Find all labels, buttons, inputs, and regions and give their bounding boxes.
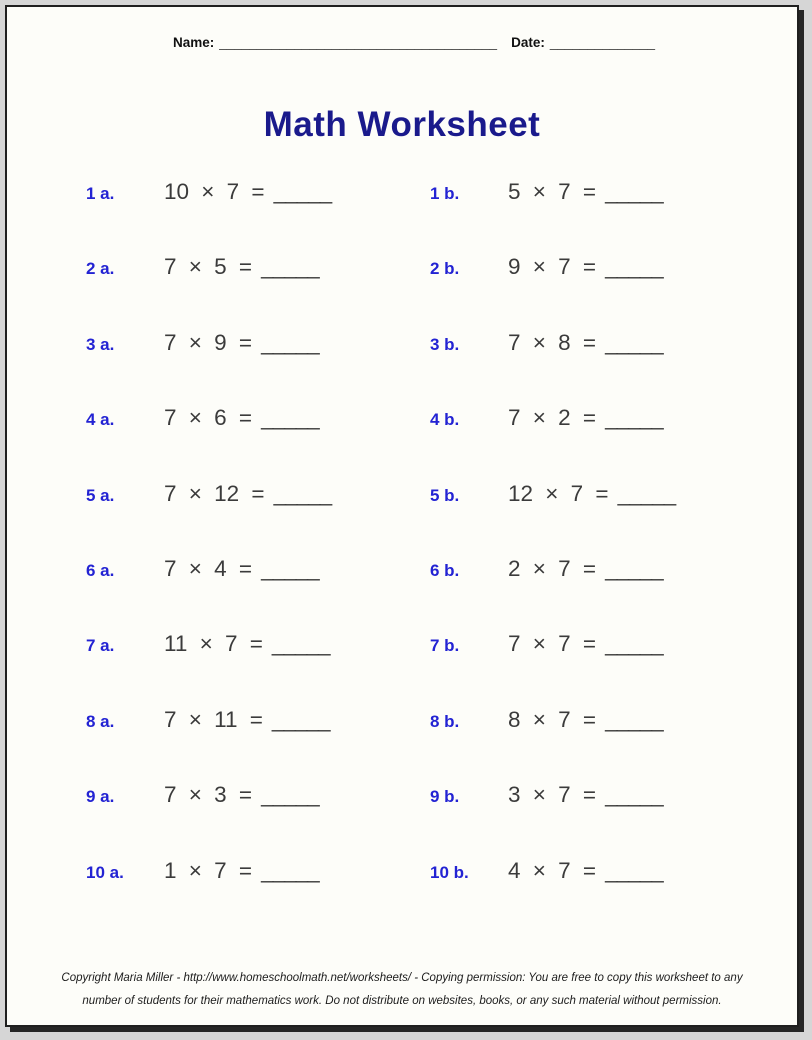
problem-expression-7b: 7 × 7 = — [508, 631, 597, 657]
problem-expression-10a: 1 × 7 = — [164, 857, 253, 883]
problem-number-8b: 8 b. — [430, 711, 460, 731]
problem-expression-10b: 4 × 7 = — [508, 857, 597, 883]
problem-8b — [430, 707, 797, 733]
answer-blank-2b: _____ — [605, 254, 663, 280]
problem-row-8 — [7, 707, 797, 782]
problem-number-7b: 7 b. — [430, 636, 460, 656]
problem-number-4a: 4 a. — [86, 410, 115, 430]
problem-expression-1b: 5 × 7 = — [508, 179, 597, 204]
problem-expression-7a: 11 × 7 = — [164, 631, 263, 657]
problem-2a — [86, 254, 430, 280]
date-label: Date: — [511, 35, 545, 50]
problem-number-4b: 4 b. — [430, 410, 460, 430]
answer-blank-9b: _____ — [605, 782, 663, 808]
problem-expression-6b: 2 × 7 = — [508, 555, 597, 581]
problem-number-6b: 6 b. — [430, 560, 460, 580]
problem-expression-8a: 7 × 11 = — [164, 706, 263, 732]
problem-number-3a: 3 a. — [86, 334, 115, 354]
problem-number-10a: 10 a. — [86, 862, 124, 882]
problem-10a — [86, 858, 430, 884]
problem-expression-5b: 12 × 7 = — [508, 480, 609, 506]
problem-row-2 — [7, 254, 797, 329]
problem-expression-9a: 7 × 3 = — [164, 782, 253, 808]
problem-9a — [86, 782, 430, 808]
problem-7b — [430, 631, 797, 657]
problem-expression-5a: 7 × 12 = — [164, 480, 265, 506]
problem-expression-6a: 7 × 4 = — [164, 555, 253, 581]
answer-blank-3b: _____ — [605, 329, 663, 355]
problem-expression-4b: 7 × 2 = — [508, 405, 597, 431]
problem-2b — [430, 254, 797, 280]
problem-expression-3a: 7 × 9 = — [164, 329, 253, 355]
answer-blank-7a: _____ — [271, 631, 330, 657]
problem-row-3 — [7, 330, 797, 405]
date-fill-line: ______________ — [549, 35, 655, 50]
problem-number-1b: 1 b. — [430, 184, 460, 203]
problem-row-7 — [7, 631, 797, 706]
problem-expression-3b: 7 × 8 = — [508, 329, 597, 355]
answer-blank-5b: _____ — [617, 480, 676, 506]
problem-number-7a: 7 a. — [86, 636, 115, 656]
page-title: Math Worksheet — [263, 105, 541, 144]
problem-row-1 — [7, 179, 797, 254]
problem-number-8a: 8 a. — [86, 711, 115, 731]
problem-expression-4a: 7 × 6 = — [164, 405, 253, 431]
problem-5a — [86, 481, 430, 507]
problem-1b — [430, 179, 797, 205]
problem-number-2a: 2 a. — [86, 259, 115, 279]
problem-5b — [430, 481, 797, 507]
answer-blank-4b: _____ — [605, 405, 663, 431]
problem-number-2b: 2 b. — [430, 259, 460, 279]
answer-blank-6b: _____ — [605, 555, 663, 581]
answer-blank-8b: _____ — [605, 706, 663, 732]
problems-grid — [7, 179, 797, 933]
problem-number-1a: 1 a. — [86, 184, 115, 203]
answer-blank-9a: _____ — [261, 782, 319, 808]
problem-1a — [86, 179, 430, 205]
answer-blank-3a: _____ — [261, 329, 319, 355]
problem-expression-1a: 10 × 7 = — [164, 179, 265, 204]
problem-9b — [430, 782, 797, 808]
problem-number-6a: 6 a. — [86, 560, 115, 580]
answer-blank-2a: _____ — [261, 254, 319, 280]
problem-number-5b: 5 b. — [430, 485, 460, 505]
problem-4a — [86, 405, 430, 431]
problem-number-5a: 5 a. — [86, 485, 115, 505]
answer-blank-1b: _____ — [605, 179, 663, 204]
problem-6a — [86, 556, 430, 582]
problem-3b — [430, 330, 797, 356]
problem-8a — [86, 707, 430, 733]
problem-10b — [430, 858, 797, 884]
problem-7a — [86, 631, 430, 657]
worksheet-page — [5, 5, 799, 1027]
problem-row-10 — [7, 858, 797, 933]
problem-expression-2b: 9 × 7 = — [508, 254, 597, 280]
problem-number-9b: 9 b. — [430, 787, 460, 807]
answer-blank-10a: _____ — [261, 857, 319, 883]
problem-expression-2a: 7 × 5 = — [164, 254, 253, 280]
name-fill-line: _____________________________________ — [219, 35, 498, 50]
problem-row-9 — [7, 782, 797, 857]
problem-expression-8b: 8 × 7 = — [508, 706, 597, 732]
problem-number-3b: 3 b. — [430, 334, 460, 354]
answer-blank-1a: _____ — [273, 179, 332, 204]
copyright-notice: Copyright Maria Miller - http://www.homeschoolmath.net/worksheets/ - Copying permission: You are free to copy this worksheet to any number of students for their mathematics work. Do not distribute on websites, books, or any such material without permission. — [61, 972, 743, 1007]
answer-blank-7b: _____ — [605, 631, 663, 657]
problem-3a — [86, 330, 430, 356]
answer-blank-5a: _____ — [273, 480, 332, 506]
problem-expression-9b: 3 × 7 = — [508, 782, 597, 808]
problem-row-6 — [7, 556, 797, 631]
problem-4b — [430, 405, 797, 431]
problem-row-5 — [7, 481, 797, 556]
problem-6b — [430, 556, 797, 582]
problem-row-4 — [7, 405, 797, 480]
problem-number-9a: 9 a. — [86, 787, 115, 807]
problem-number-10b: 10 b. — [430, 862, 469, 882]
answer-blank-6a: _____ — [261, 555, 319, 581]
answer-blank-8a: _____ — [271, 706, 330, 732]
name-date-row — [173, 35, 767, 50]
answer-blank-10b: _____ — [605, 857, 663, 883]
answer-blank-4a: _____ — [261, 405, 319, 431]
name-label: Name: — [173, 35, 215, 50]
